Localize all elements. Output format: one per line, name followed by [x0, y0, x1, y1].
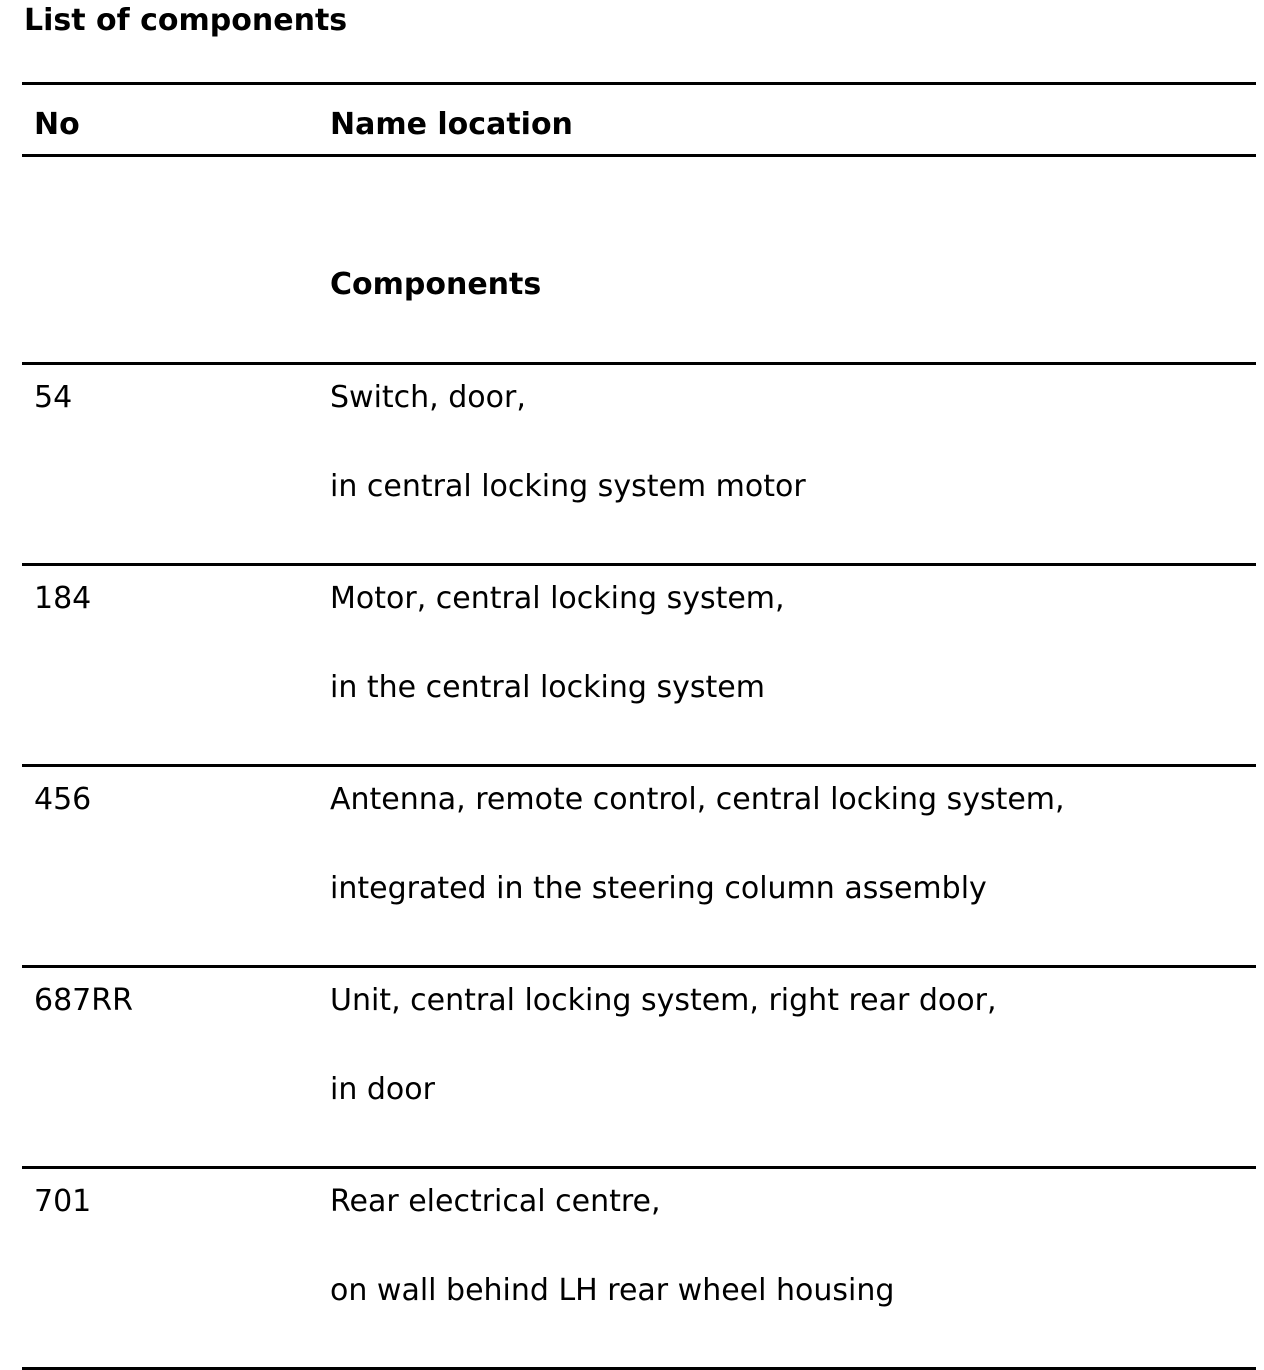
components-table [22, 82, 1256, 1370]
row-location: on wall behind LH rear wheel housing [330, 1273, 895, 1308]
row-location: in central locking system motor [330, 469, 806, 504]
row-name: Switch, door, [330, 380, 526, 415]
table-header-row [22, 85, 1256, 154]
section-heading-row [22, 157, 1256, 362]
table-row [22, 767, 1256, 965]
header-name-location: Name location [330, 107, 573, 142]
header-no: No [34, 107, 80, 142]
page-title: List of components [24, 3, 348, 38]
row-name: Rear electrical centre, [330, 1184, 661, 1219]
row-name: Unit, central locking system, right rear door, [330, 983, 997, 1018]
row-number: 687RR [34, 983, 133, 1018]
row-location: in door [330, 1072, 435, 1107]
row-location: integrated in the steering column assembly [330, 871, 987, 906]
row-number: 184 [34, 581, 92, 616]
table-row [22, 968, 1256, 1166]
table-row [22, 566, 1256, 764]
row-name: Antenna, remote control, central locking system, [330, 782, 1065, 817]
row-number: 701 [34, 1184, 92, 1219]
row-number: 456 [34, 782, 92, 817]
row-location: in the central locking system [330, 670, 765, 705]
table-row [22, 365, 1256, 563]
table-row [22, 1169, 1256, 1367]
row-name: Motor, central locking system, [330, 581, 785, 616]
row-number: 54 [34, 380, 73, 415]
section-heading: Components [330, 267, 542, 302]
